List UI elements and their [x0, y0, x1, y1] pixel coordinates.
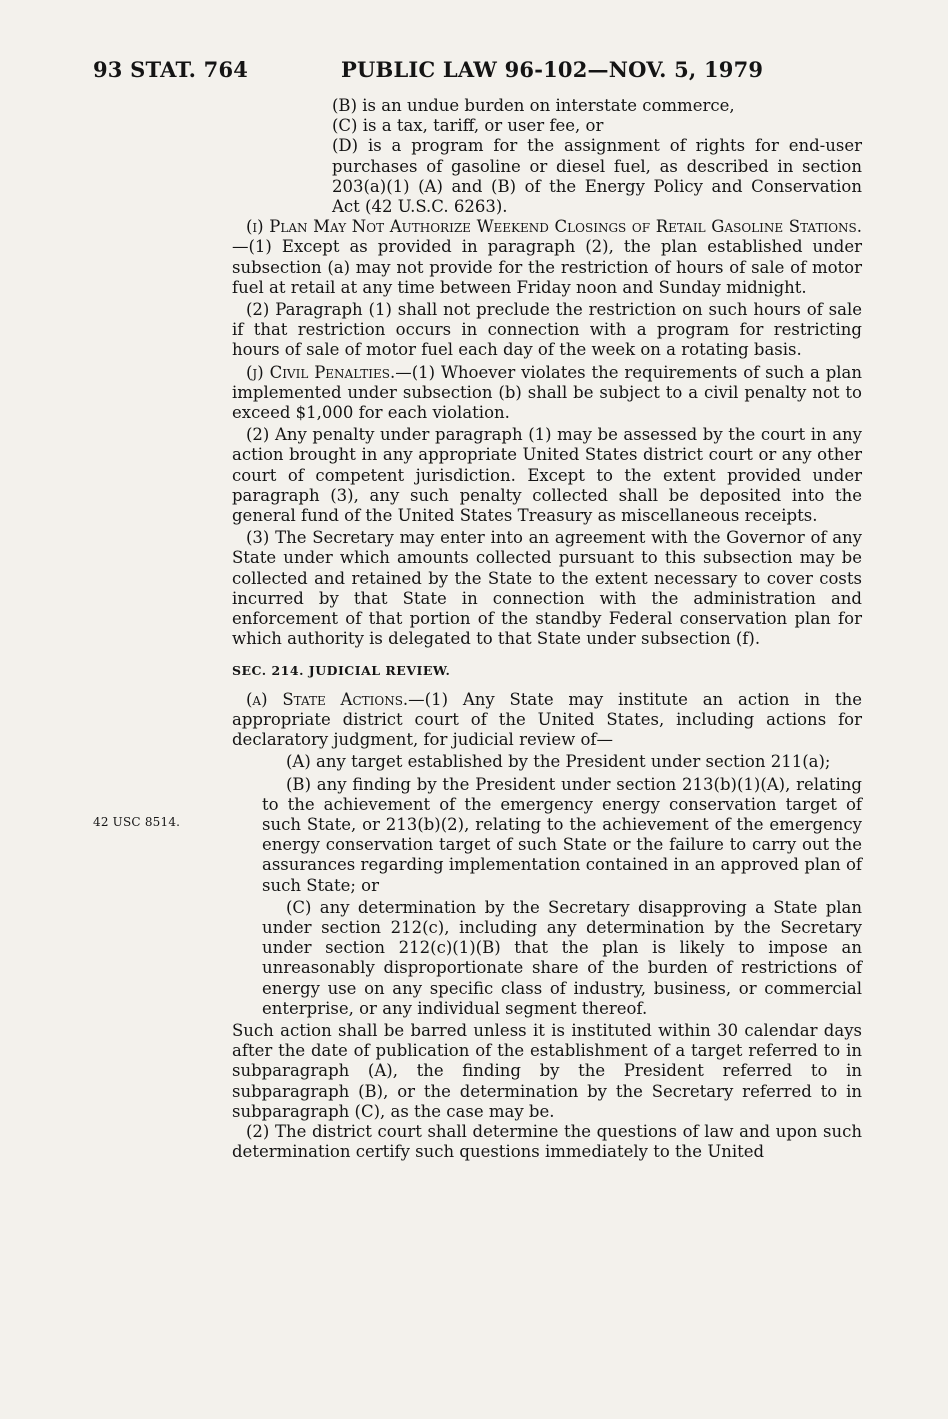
subparagraph-c: (C) any determination by the Secretary disapproving a State plan under section 212(c), including any determination by the Secretary under section 212(c)(1)(B) that the plan is likely to impose an unreasonably disproportionate share of the burden of restrictions of energy use on any specific class of industry, business, or commercial enterprise, or any individual segment thereof. [262, 897, 862, 1018]
section-heading: SEC. 214. JUDICIAL REVIEW. [232, 663, 451, 679]
page-number: 93 STAT. 764 [93, 57, 249, 82]
subsection-i-para-1-text: —(1) Except as provided in paragraph (2), the plan established under subsection (a) may not provide for the restriction of hours of sale of motor fuel at retail at any time between Friday noon and Sunday midnight. [232, 237, 862, 297]
margin-citation: 42 USC 8514. [93, 815, 181, 829]
subsection-i-para-1 [232, 217, 862, 298]
subsection-a-para-2: (2) The district court shall determine the questions of law and upon such determination certify such questions immediately to the United [232, 1121, 862, 1162]
subsection-a-para-1 [232, 690, 862, 751]
item-d-text: (D) is a program for the assignment of rights for end-user purchases of gasoline or diesel fuel, as described in section 203(a)(1) (A) and (B) of the Energy Policy and Conservation Act (42 U.S.C. 6263). [332, 136, 862, 217]
subsection-j-para-3: (3) The Secretary may enter into an agreement with the Governor of any State under which amounts collected pursuant to this subsection may be collected and retained by the State to the extent necessary to cover costs incurred by that State in connection with the administration and enforcement of that portion of the standby Federal conservation plan for which authority is delegated to that State under subsection (f). [232, 528, 862, 649]
subsection-j-para-2: (2) Any penalty under paragraph (1) may be assessed by the court in any action brought in any appropriate United States district court or any other court of competent jurisdiction. Except to the extent provided under paragraph (3), any such penalty collected shall be deposited into the general fund of the United States Treasury as miscellaneous receipts. [232, 425, 862, 526]
subsection-j-para-1 [232, 363, 862, 424]
subsection-i-heading: (i) Plan May Not Authorize Weekend Closings of Retail Gasoline Stations. [246, 217, 862, 237]
subsection-a-para-1-tail: Such action shall be barred unless it is instituted within 30 calendar days after the date of publication of the establishment of a target referred to in subparagraph (A), the finding by the President referred to in subparagraph (B), or the determination by the Secretary referred to in subparagraph (C), as the case may be. [232, 1020, 862, 1121]
subsection-a-heading: (a) State Actions. [246, 689, 409, 709]
item-b: (B) is an undue burden on interstate commerce, [332, 96, 735, 115]
subsection-a-para-1-text: —(1) Any State may institute an action in the appropriate district court of the United States, including actions for declaratory judgment, for judicial review of— [232, 689, 862, 750]
subsection-j-heading: (j) Civil Penalties. [246, 362, 396, 382]
item-d [332, 136, 862, 217]
subsection-i-para-2: (2) Paragraph (1) shall not preclude the restriction on such hours of sale if that restriction occurs in connection with a program for restricting hours of sale of motor fuel each day of the week on a rotating basis. [232, 300, 862, 360]
running-title: PUBLIC LAW 96-102—NOV. 5, 1979 [341, 57, 764, 82]
statute-body [232, 96, 862, 1164]
subparagraph-b: (B) any finding by the President under section 213(b)(1)(A), relating to the achievement of the emergency energy conservation target of such State, or 213(b)(2), relating to the achievement of the emergency energy conservation target of such State or the failure to carry out the assurances regarding implementation contained in an approved plan of such State; or [262, 774, 862, 895]
subparagraph-a: (A) any target established by the President under section 211(a); [286, 752, 831, 772]
subsection-j-para-1-text: —(1) Whoever violates the requirements of such a plan implemented under subsection (b) shall be subject to a civil penalty not to exceed $1,000 for each violation. [232, 362, 862, 423]
page-header [0, 57, 948, 87]
item-c: (C) is a tax, tariff, or user fee, or [332, 116, 604, 136]
